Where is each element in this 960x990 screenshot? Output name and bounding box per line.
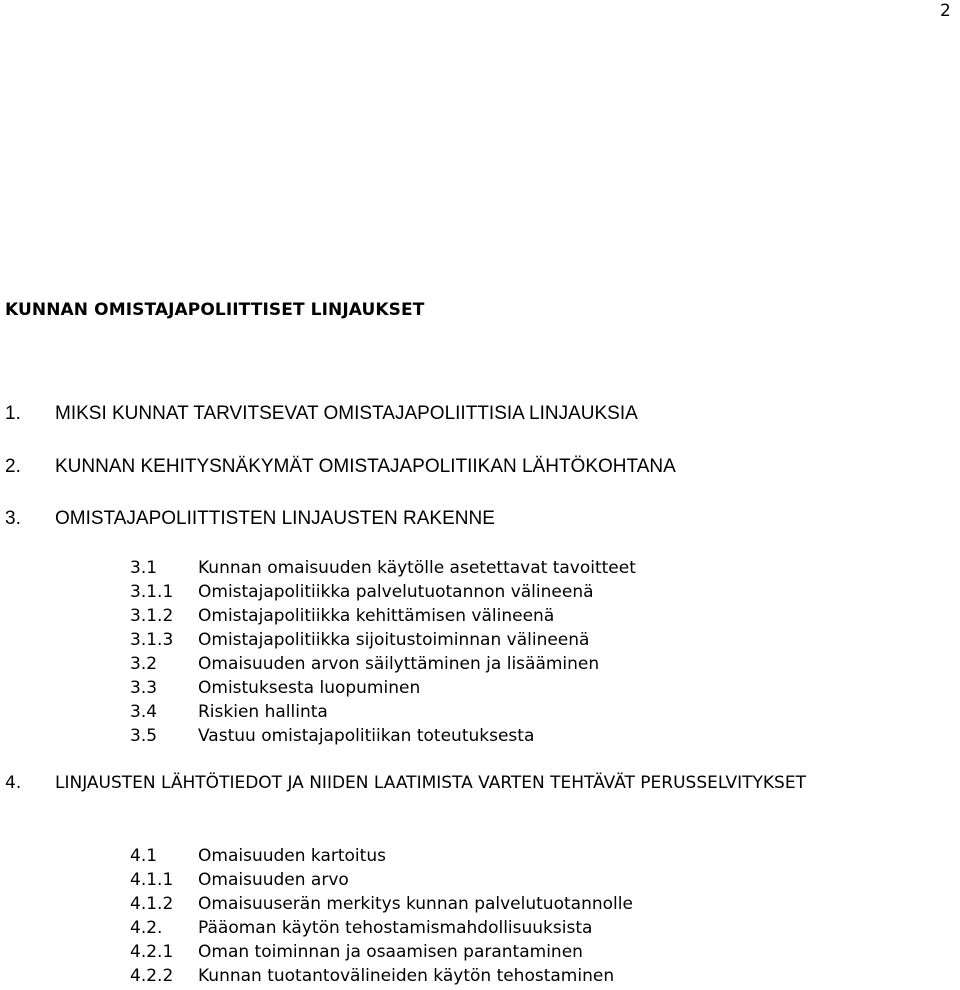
subsection-number: 3.1.1 [130, 582, 174, 602]
subsection-title: Kunnan omaisuuden käytölle asetettavat tavoitteet [198, 558, 636, 578]
subsection-number: 3.5 [130, 726, 158, 746]
subsection-title: Omaisuuserän merkitys kunnan palvelutuotannolle [198, 894, 633, 914]
subsection-number: 4.2.1 [130, 942, 174, 962]
subsection-title: Omistajapolitiikka kehittämisen välineenä [198, 606, 555, 626]
section-number: 3. [5, 508, 21, 529]
toc-section-2 [5, 455, 676, 479]
subsection-title: Omistajapolitiikka sijoitustoiminnan välineenä [198, 630, 590, 650]
subsection-number: 3.2 [130, 654, 158, 674]
toc-subsection [130, 604, 636, 628]
toc-subsection [130, 628, 636, 652]
toc-subsection [130, 868, 633, 892]
toc-subsection [130, 892, 633, 916]
subsection-number: 4.2. [130, 918, 163, 938]
toc-subsection [130, 964, 633, 988]
subsection-number: 4.1 [130, 846, 158, 866]
subsection-title: Kunnan tuotantovälineiden käytön tehostaminen [198, 966, 615, 986]
toc-subsection [130, 700, 636, 724]
subsection-number: 3.1.2 [130, 606, 174, 626]
toc-subsection [130, 724, 636, 748]
subsection-number: 4.1.2 [130, 894, 174, 914]
section-title: OMISTAJAPOLIITTISTEN LINJAUSTEN RAKENNE [55, 508, 495, 529]
subsection-title: Oman toiminnan ja osaamisen parantaminen [198, 942, 583, 962]
subsection-number: 3.3 [130, 678, 158, 698]
subsection-number: 4.1.1 [130, 870, 174, 890]
subsection-title: Omistuksesta luopuminen [198, 678, 421, 698]
subsection-title: Omistajapolitiikka palvelutuotannon välineenä [198, 582, 594, 602]
subsection-number: 4.2.2 [130, 966, 174, 986]
document-title: KUNNAN OMISTAJAPOLIITTISET LINJAUKSET [5, 300, 425, 320]
subsection-number: 3.1 [130, 558, 158, 578]
subsection-number: 3.1.3 [130, 630, 174, 650]
section-number: 2. [5, 456, 21, 477]
subsection-title: Vastuu omistajapolitiikan toteutuksesta [198, 726, 535, 746]
toc-subsections-3 [130, 556, 636, 748]
section-number: 4. [5, 773, 22, 793]
section-title: LINJAUSTEN LÄHTÖTIEDOT JA NIIDEN LAATIMISTA VARTEN TEHTÄVÄT PERUSSELVITYKSET [55, 773, 806, 793]
subsection-number: 3.4 [130, 702, 158, 722]
section-title: MIKSI KUNNAT TARVITSEVAT OMISTAJAPOLIITTISIA LINJAUKSIA [55, 403, 638, 424]
section-number: 1. [5, 403, 21, 424]
toc-subsection [130, 676, 636, 700]
toc-subsection [130, 580, 636, 604]
subsection-title: Omaisuuden arvo [198, 870, 349, 890]
toc-subsection [130, 940, 633, 964]
toc-subsection [130, 556, 636, 580]
toc-subsection [130, 916, 633, 940]
section-title: KUNNAN KEHITYSNÄKYMÄT OMISTAJAPOLITIIKAN LÄHTÖKOHTANA [55, 456, 676, 477]
subsection-title: Pääoman käytön tehostamismahdollisuuksista [198, 918, 593, 938]
page-number: 2 [940, 1, 951, 21]
toc-section-3 [5, 507, 495, 531]
subsection-title: Omaisuuden kartoitus [198, 846, 386, 866]
toc-section-4 [5, 771, 905, 795]
toc-subsection [130, 652, 636, 676]
toc-subsection [130, 844, 633, 868]
toc-section-1 [5, 402, 638, 426]
subsection-title: Omaisuuden arvon säilyttäminen ja lisääminen [198, 654, 600, 674]
subsection-title: Riskien hallinta [198, 702, 328, 722]
toc-subsections-4 [130, 844, 633, 988]
